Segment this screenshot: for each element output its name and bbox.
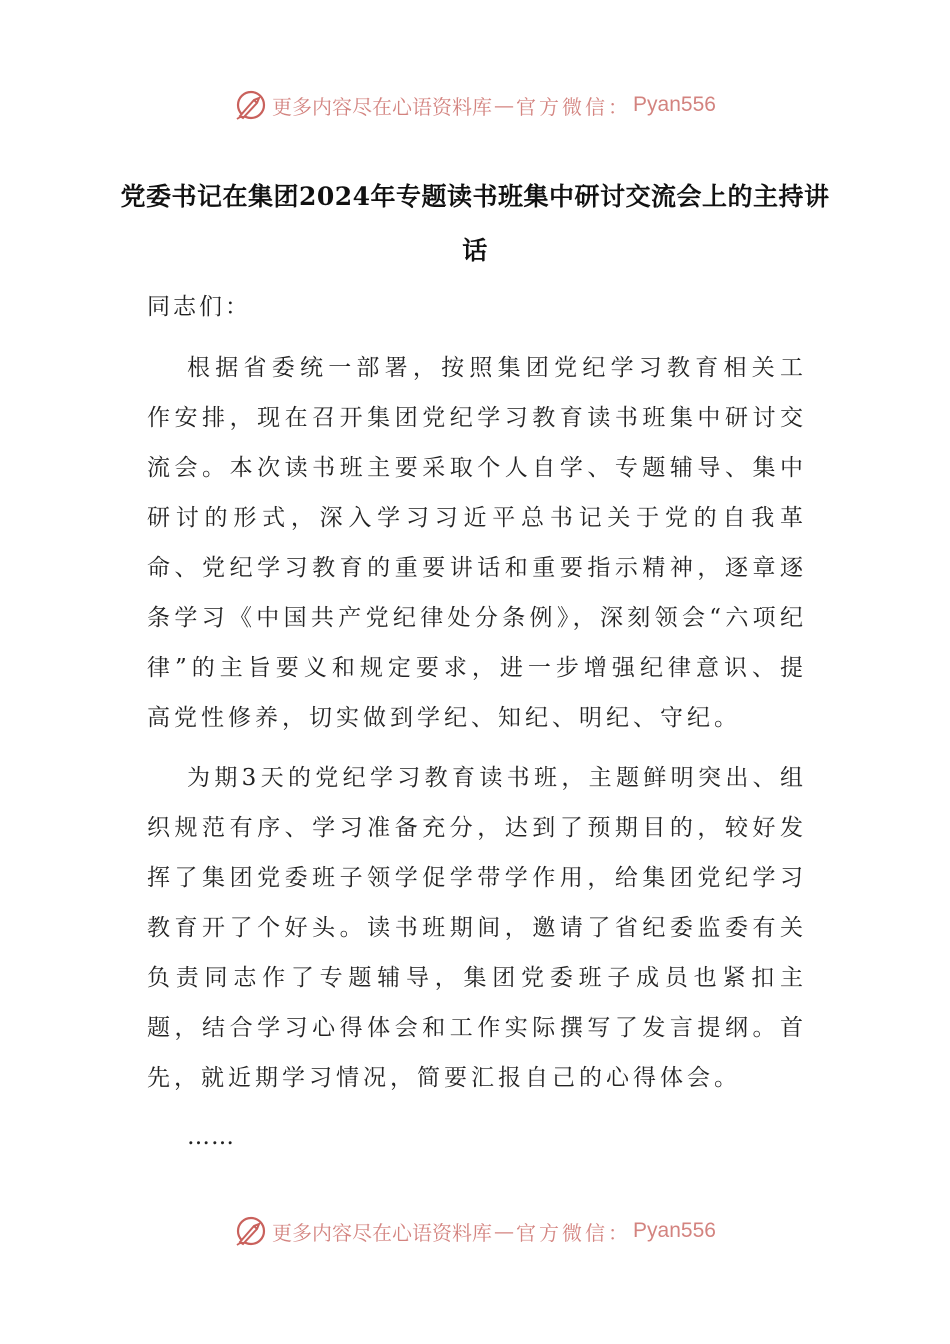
banner-dash: — <box>494 1219 515 1243</box>
body-paragraph: 为期3天的党纪学习教育读书班，主题鲜明突出、组织规范有序、学习准备充分，达到了预期目的，较好发挥了集团党委班子领学促学带学作用，给集团党纪学习教育开了个好头。读书班期间，邀请了省纪委监委有关负责同志作了专题辅导，集团党委班子成员也紧扣主题，结合学习心得体会和工作实际撰写了发言提纲。首先，就近期学习情况，简要汇报自己的心得体会。 <box>147 765 807 1091</box>
banner-lead-text: 更多内容尽在心语资料库 <box>272 94 493 119</box>
banner-wechat-id: Pyan556 <box>633 93 716 116</box>
continuation-ellipsis: …… <box>187 1124 235 1150</box>
body-paragraph: 根据省委统一部署，按照集团党纪学习教育相关工作安排，现在召开集团党纪学习教育读书班集中研讨交流会。本次读书班主要采取个人自学、专题辅导、集中研讨的形式，深入学习习近平总书记关于党的自我革命、党纪学习教育的重要讲话和重要指示精神，逐章逐条学习《中国共产党纪律处分条例》，深刻领会“六项纪律”的主旨要义和规定要求，进一步增强纪律意识、提高党性修养，切实做到学纪、知纪、明纪、守纪。 <box>147 355 807 731</box>
header-watermark-banner <box>0 85 950 125</box>
pen-nib-logo-icon <box>234 88 268 122</box>
banner-lead-text: 更多内容尽在心语资料库 <box>272 1220 493 1245</box>
banner-wechat-label: 官方微信： <box>516 94 632 119</box>
pen-nib-logo-icon <box>234 1214 268 1248</box>
banner-wechat-id: Pyan556 <box>633 1219 716 1242</box>
salutation: 同志们： <box>147 294 251 320</box>
banner-dash: — <box>494 93 515 117</box>
document-title: 党委书记在集团2024年专题读书班集中研讨交流会上的主持讲话 <box>120 182 830 265</box>
banner-wechat-label: 官方微信： <box>516 1220 632 1245</box>
footer-watermark-banner <box>0 1211 950 1251</box>
